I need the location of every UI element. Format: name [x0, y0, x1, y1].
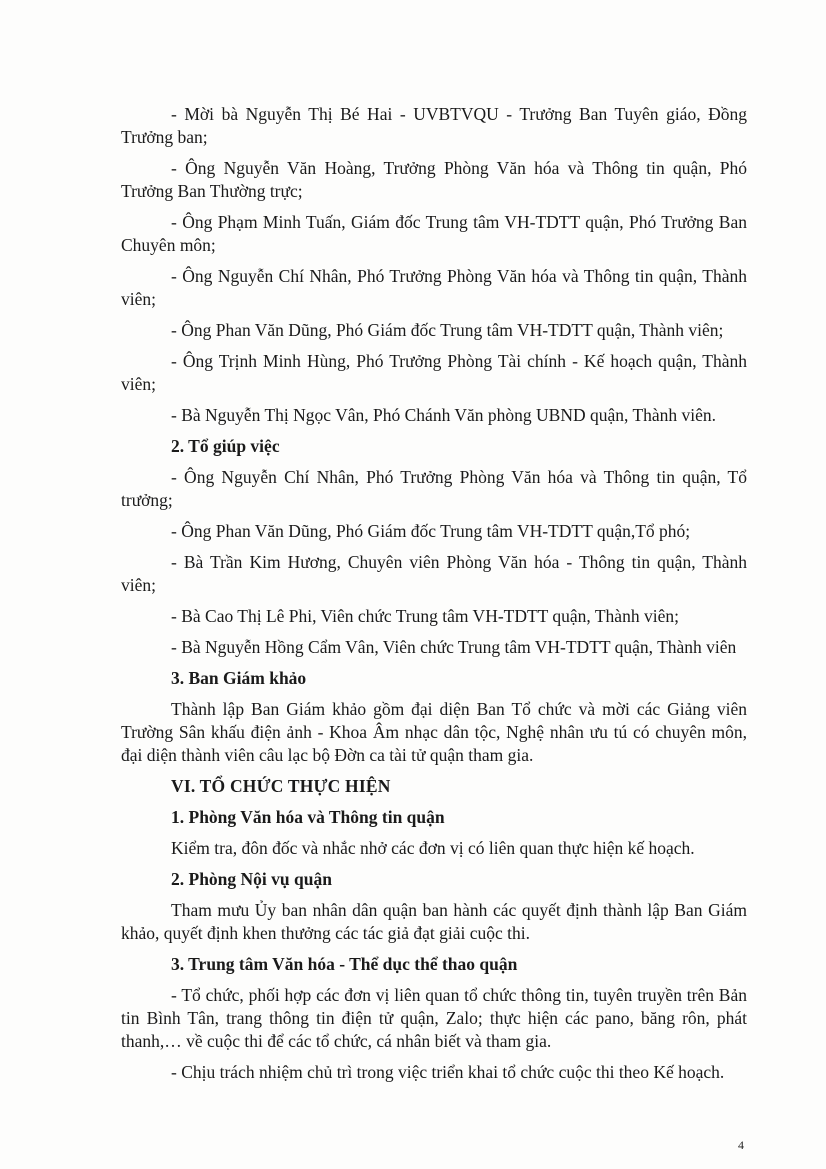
chapter-heading: VI. TỔ CHỨC THỰC HIỆN — [171, 776, 391, 796]
body-paragraph: Kiểm tra, đôn đốc và nhắc nhở các đơn vị có liên quan thực hiện kế hoạch. — [171, 838, 695, 858]
body-paragraph: - Chịu trách nhiệm chủ trì trong việc triển khai tổ chức cuộc thi theo Kế hoạch. — [171, 1062, 725, 1082]
section-heading: 1. Phòng Văn hóa và Thông tin quận — [171, 807, 445, 827]
section-heading: 3. Trung tâm Văn hóa - Thể dục thể thao quận — [171, 954, 518, 974]
page-number: 4 — [738, 1138, 744, 1152]
member-item: - Bà Cao Thị Lê Phi, Viên chức Trung tâm VH-TDTT quận, Thành viên; — [171, 606, 679, 626]
document-body — [121, 103, 747, 1092]
body-paragraph: Thành lập Ban Giám khảo gồm đại diện Ban Tổ chức và mời các Giảng viên Trường Sân khấu điện ảnh - Khoa Âm nhạc dân tộc, Nghệ nhân ưu tú có chuyên môn, đại diện thành viên câu lạc bộ Đờn ca tài tử quận tham gia. — [121, 699, 747, 765]
member-item: - Ông Phan Văn Dũng, Phó Giám đốc Trung tâm VH-TDTT quận, Thành viên; — [171, 320, 724, 340]
body-paragraph: - Tổ chức, phối hợp các đơn vị liên quan tổ chức thông tin, tuyên truyền trên Bản tin Bình Tân, trang thông tin điện tử quận, Zalo; thực hiện các pano, băng rôn, phát thanh,… về cuộc thi để các tổ chức, cá nhân biết và tham gia. — [121, 985, 747, 1051]
member-item: - Ông Nguyễn Văn Hoàng, Trưởng Phòng Văn hóa và Thông tin quận, Phó Trưởng Ban Thường trực; — [121, 158, 747, 201]
member-item: - Ông Nguyễn Chí Nhân, Phó Trưởng Phòng Văn hóa và Thông tin quận, Tổ trưởng; — [121, 467, 747, 510]
member-item: - Ông Trịnh Minh Hùng, Phó Trưởng Phòng Tài chính - Kế hoạch quận, Thành viên; — [121, 351, 747, 394]
member-item: - Bà Nguyễn Thị Ngọc Vân, Phó Chánh Văn phòng UBND quận, Thành viên. — [171, 405, 717, 425]
member-item: - Ông Phan Văn Dũng, Phó Giám đốc Trung tâm VH-TDTT quận,Tổ phó; — [171, 521, 691, 541]
section-heading: 3. Ban Giám khảo — [171, 668, 307, 688]
member-item: - Bà Trần Kim Hương, Chuyên viên Phòng Văn hóa - Thông tin quận, Thành viên; — [121, 552, 747, 595]
member-item: - Mời bà Nguyễn Thị Bé Hai - UVBTVQU - Trưởng Ban Tuyên giáo, Đồng Trưởng ban; — [121, 104, 747, 147]
member-item: - Bà Nguyễn Hồng Cẩm Vân, Viên chức Trung tâm VH-TDTT quận, Thành viên — [171, 637, 737, 657]
member-item: - Ông Nguyễn Chí Nhân, Phó Trưởng Phòng Văn hóa và Thông tin quận, Thành viên; — [121, 266, 747, 309]
section-heading: 2. Tổ giúp việc — [171, 436, 280, 456]
body-paragraph: Tham mưu Ủy ban nhân dân quận ban hành các quyết định thành lập Ban Giám khảo, quyết định khen thưởng các tác giả đạt giải cuộc thi. — [121, 900, 747, 943]
member-item: - Ông Phạm Minh Tuấn, Giám đốc Trung tâm VH-TDTT quận, Phó Trưởng Ban Chuyên môn; — [121, 212, 747, 255]
section-heading: 2. Phòng Nội vụ quận — [171, 869, 332, 889]
